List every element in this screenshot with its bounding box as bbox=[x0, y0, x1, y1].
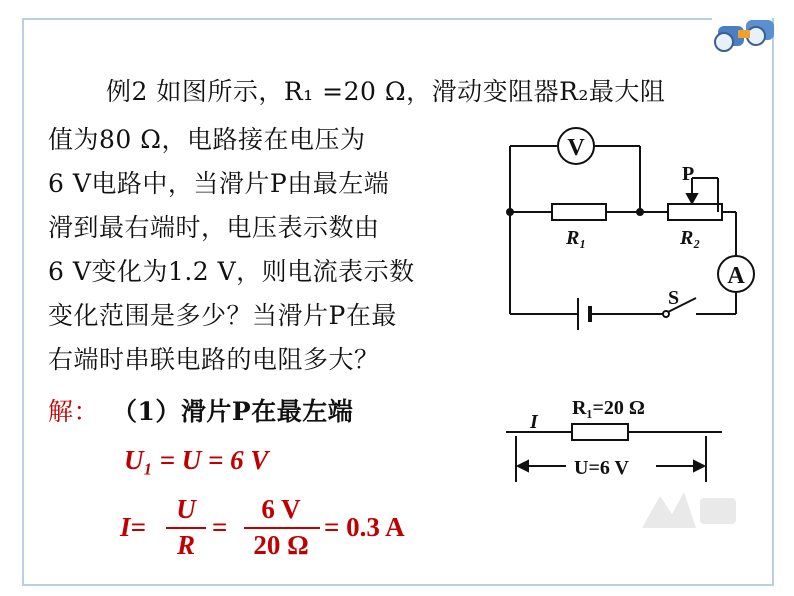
current-label: I bbox=[530, 411, 538, 433]
resistor-r1 bbox=[572, 424, 628, 440]
problem-line-4: 滑到最右端时，电压表示数由 bbox=[48, 213, 380, 242]
solution-label: 解： bbox=[48, 397, 100, 426]
slider-arrowhead bbox=[687, 194, 697, 203]
equation-voltage: U₁ = U = 6 V bbox=[124, 445, 269, 475]
junction-dot bbox=[637, 209, 643, 215]
circuit-diagram bbox=[500, 118, 770, 348]
voltage-label: U=6 V bbox=[574, 457, 629, 479]
equation-current-equals: = bbox=[212, 512, 228, 542]
r2-label: R₂ bbox=[680, 227, 701, 249]
equation-current-lhs: I= bbox=[120, 512, 146, 542]
resistor-r2 bbox=[668, 204, 722, 220]
resistor-label: R₁=20 Ω bbox=[572, 397, 645, 419]
slider-label: P bbox=[682, 163, 695, 185]
series-diagram bbox=[496, 390, 736, 490]
fraction-1-denominator: R bbox=[176, 530, 195, 560]
problem-line-1: 例2 如图所示，R₁ =20 Ω，滑动变阻器R₂最大阻 bbox=[106, 77, 666, 106]
equation-current-result: = 0.3 A bbox=[324, 512, 405, 542]
solution-step-1: （1）滑片P在最左端 bbox=[112, 397, 354, 426]
problem-line-6: 变化范围是多少？当滑片P在最 bbox=[48, 301, 397, 330]
arrowhead-right bbox=[694, 461, 704, 471]
resistor-r1 bbox=[552, 204, 606, 220]
fraction-2-denominator: 20 Ω bbox=[253, 530, 309, 560]
ammeter-label: A bbox=[727, 263, 745, 289]
problem-line-3: 6 V电路中，当滑片P由最左端 bbox=[48, 169, 390, 198]
problem-line-2: 值为80 Ω，电路接在电压为 bbox=[48, 125, 366, 154]
fraction-1-numerator: U bbox=[176, 494, 196, 524]
r1-label: R₁ bbox=[566, 227, 587, 249]
junction-dot bbox=[507, 209, 513, 215]
arrowhead-left bbox=[518, 461, 528, 471]
binoculars-icon[interactable] bbox=[712, 12, 782, 58]
problem-line-5: 6 V变化为1.2 V，则电流表示数 bbox=[48, 257, 415, 286]
watermark-logo-icon bbox=[632, 478, 742, 538]
voltmeter-label: V bbox=[567, 135, 585, 161]
fraction-1-bar bbox=[166, 527, 206, 529]
switch-label: S bbox=[668, 287, 680, 309]
fraction-2-bar bbox=[244, 527, 320, 529]
problem-line-7: 右端时串联电路的电阻多大？ bbox=[48, 345, 380, 374]
fraction-2-numerator: 6 V bbox=[261, 494, 301, 524]
